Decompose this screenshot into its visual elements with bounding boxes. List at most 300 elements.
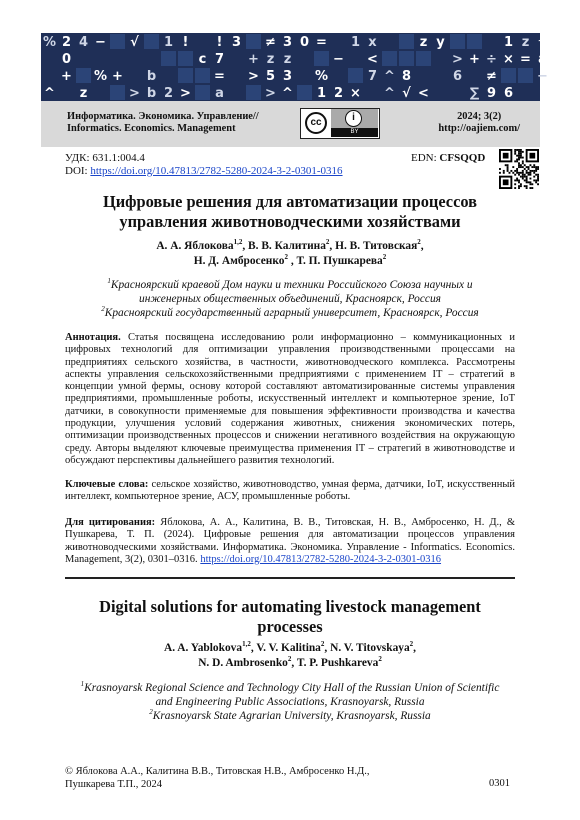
qr-module [520,153,522,155]
qr-module [529,187,531,189]
math-symbol: − [333,52,344,67]
qr-module [528,168,530,170]
edn-label: EDN: [411,152,440,164]
author-name: А. А. Яблокова [156,240,234,252]
author-name: V. V. Kalitina [256,642,321,654]
qr-module [522,160,524,162]
copyright-line-2: Пушкарева Т.П., 2024 [65,779,162,790]
qr-module [514,160,516,162]
math-symbol: b [146,69,157,84]
author-sup: 2 [409,640,414,649]
qr-module [531,166,533,168]
doi-label: DOI: [65,164,91,177]
qr-module [518,174,520,176]
author-sup: 2 [284,253,288,262]
qr-module [526,185,528,187]
math-symbol: a [538,52,547,67]
qr-module [524,185,526,187]
math-symbol: ≠ [486,69,497,84]
qr-module [518,151,520,153]
qr-module [522,162,524,164]
qr-module [533,179,535,181]
affiliation-en-1-line-2: and Engineering Public Associations, Krasnoyarsk, Russia [155,696,425,708]
qr-module [537,174,539,176]
qr-module [526,172,528,174]
qr-module [514,149,516,151]
qr-module [518,181,520,183]
qr-module [522,178,524,180]
udk-code: УДК: 631.1:004.4 [65,152,145,164]
copyright-notice [65,765,370,791]
math-symbol: 7 [367,69,378,84]
pattern-tile [144,34,159,49]
math-symbol: % [42,35,57,50]
math-symbol: 7 [214,52,225,67]
copyright-line-1: © Яблокова А.А., Калитина В.В., Титовская Н.В., Амбросенко Н.Д., [65,766,370,777]
qr-module [528,166,530,168]
qr-module [533,166,535,168]
qr-module [533,172,535,174]
qr-module [535,181,537,183]
pattern-tile [382,51,397,66]
author-sep: , [250,642,257,654]
issue-number: 2024; 3(2) [457,111,502,122]
section-divider [65,577,515,579]
math-symbol: 6 [452,69,463,84]
qr-module [518,153,520,155]
qr-module [514,183,516,185]
qr-module [526,181,528,183]
pattern-tile [161,51,176,66]
qr-module [529,172,531,174]
math-symbol: > [180,86,191,101]
qr-module [524,168,526,170]
author-sep: , [329,240,336,252]
qr-module [512,166,514,168]
math-symbol: % [93,69,108,84]
math-symbol: × [503,52,514,67]
affiliation-ru-1-line-1: $^1$Красноярский краевой Дом науки и техники Российского Союза научных и [107,277,473,291]
affiliation-ru-1-line-2: инженерных общественных объединений, Красноярск, Россия [139,293,441,305]
pattern-tile [450,34,465,49]
keywords-label: Ключевые слова: [65,479,149,490]
keywords-text: сельское хозяйство, животноводство, умная ферма, датчики, IoT, искусственный интеллект, компьютерное зрение, АСУ, промышленные роботы. [65,479,515,503]
title-en-line-1: Digital solutions for automating livestock management [99,597,481,616]
qr-module [522,176,524,178]
math-symbol: ^ [384,86,395,101]
math-symbol: 5 [265,69,276,84]
math-symbol: 1 [503,35,514,50]
abstract-ru [65,332,515,467]
math-symbol: − [537,69,548,84]
qr-module [520,185,522,187]
affiliation-en-1-line-1: $^1$Krasnoyarsk Regional Science and Technology City Hall of the Russian Union of Scientific [80,680,500,694]
math-symbol: 6 [503,86,514,101]
author-sup: 2 [378,655,382,664]
qr-module [518,187,520,189]
qr-module [520,183,522,185]
page-number: 0301 [489,778,510,789]
qr-module [537,166,539,168]
title-ru-line-2: управления животноводческими хозяйствами [119,212,461,231]
affiliation-sup: 2 [101,305,105,314]
qr-module [535,179,537,181]
qr-module [528,174,530,176]
qr-module [520,164,522,166]
qr-module [522,170,524,172]
qr-module [529,181,531,183]
author-sep: , [287,255,297,267]
math-symbol: ^ [44,86,55,101]
author-name: A. A. Yablokova [163,642,243,654]
math-symbol: z [266,52,275,67]
math-symbol: = [520,52,531,67]
qr-module [509,172,511,174]
qr-module [516,160,518,162]
pattern-tile [467,34,482,49]
qr-module [529,153,535,159]
qr-module [516,155,518,157]
qr-module [526,179,528,181]
by-label: BY [331,128,378,137]
author-sep: , [291,657,297,669]
abstract-label: Аннотация. [65,332,121,343]
qr-module [503,170,505,172]
math-symbol: > [248,69,259,84]
pattern-tile [246,34,261,49]
citation-label: Для цитирования: [65,517,156,528]
authors-ru [40,239,540,269]
pattern-tile [399,34,414,49]
math-symbol: ≠ [265,35,276,50]
affiliation-sup: 1 [80,680,85,689]
qr-module [524,164,526,166]
title-ru-line-1: Цифровые решения для автоматизации процессов [102,192,477,211]
math-symbol: 4 [78,35,89,50]
title-en-line-2: processes [257,617,323,636]
math-symbol: 3 [231,35,242,50]
math-symbol: < [367,52,378,67]
qr-module [529,164,531,166]
qr-module [514,174,516,176]
authors-en-line-2 [40,656,540,671]
author-sup: 2 [382,253,387,262]
citation-doi-link[interactable]: https://doi.org/10.47813/2782-5280-2024-3-2-0301-0316 [200,553,442,565]
qr-module [524,174,526,176]
qr-module [524,176,526,178]
qr-module [514,179,516,181]
qr-module [503,172,505,174]
pattern-tile [110,85,125,100]
edn-code: CFSQQD [439,152,486,164]
qr-module [507,168,509,170]
math-symbol: + [469,52,480,67]
qr-module [516,159,518,161]
qr-module [535,166,537,168]
math-symbol: 2 [333,86,344,101]
math-symbol: + [248,52,259,67]
qr-module [526,187,528,189]
attribution-icon [331,109,378,137]
math-symbol: 3 [282,69,293,84]
math-symbol: 0 [299,35,310,50]
authors-en [40,641,540,671]
author-sup: 2 [417,238,421,247]
math-symbol: 1 [316,86,327,101]
pattern-tile [348,68,363,83]
doi-link[interactable]: https://doi.org/10.47813/2782-5280-2024-3-2-0301-0316 [90,164,343,177]
qr-module [524,179,526,181]
qr-module [537,176,539,178]
math-symbol: 1 [350,35,361,50]
qr-module [520,151,522,153]
author-name: N. V. Titovskaya [330,642,410,654]
math-symbol: + [112,69,123,84]
pattern-tile [297,85,312,100]
math-symbol: % [314,69,329,84]
author-sep: , [242,240,249,252]
affiliation-ru-2: $^2$Красноярский государственный аграрный университет, Красноярск, Россия [101,305,479,319]
pattern-tile [110,34,125,49]
pattern-tile [314,51,329,66]
math-symbol: > [265,86,276,101]
qr-module [526,170,528,172]
qr-module [520,172,522,174]
qr-module [514,151,516,153]
math-symbol: > [129,86,140,101]
math-symbol: √ [538,35,547,50]
math-symbol: ÷ [486,52,497,67]
qr-module [503,179,509,185]
qr-module [518,162,520,164]
math-symbol: = [214,69,225,84]
qr-module [516,168,518,170]
doi-line [65,165,343,178]
qr-module [518,155,520,157]
math-symbol: × [350,86,361,101]
qr-module [522,151,524,153]
affiliations-ru [40,278,540,320]
cc-by-license-badge[interactable] [300,108,380,139]
person-icon: i [345,110,362,127]
pattern-tile [399,51,414,66]
math-symbols-pattern [41,33,548,101]
qr-module [507,164,509,166]
qr-module [520,149,522,151]
pattern-tile [501,68,516,83]
math-symbol: ! [182,35,189,50]
math-symbol: < [418,86,429,101]
qr-module [512,172,514,174]
author-sep: , [413,642,417,654]
qr-module [518,157,520,159]
affiliations-en [40,681,540,723]
math-symbol: y [436,35,445,50]
journal-name [67,111,259,135]
pattern-tile [178,68,193,83]
math-symbol: ! [216,35,223,50]
citation-ru [65,517,515,566]
article-meta [65,152,343,177]
author-name: Т. П. Пушкарева [296,255,383,267]
qr-module [537,178,539,180]
affiliation-sup: 2 [149,708,153,717]
math-symbol: ^ [384,69,395,84]
qr-module [518,159,520,161]
edn-line [411,152,485,164]
author-name: В. В. Калитина [248,240,326,252]
qr-module [514,153,516,155]
cc-icon: cc [305,112,327,134]
qr-module [518,185,520,187]
author-sup: 2 [320,640,325,649]
qr-module [522,174,524,176]
qr-module [516,179,518,181]
math-symbol: z [79,86,88,101]
qr-module [516,178,518,180]
citation-text: Яблокова, А. А., Калитина, В. В., Титовская, Н. В., Амбросенко, Н. Д., & Пушкарева, Т. П. (2024). Цифровые решения для автоматизации процессов управления животноводческими хозяйствами. Информатика. Экономика. Управление - Informatics. Economics. Management, 3(2), 0301–0316. [65,517,515,565]
qr-module [531,187,533,189]
math-symbol: ^ [282,86,293,101]
qr-module [522,166,524,168]
qr-module [518,179,520,181]
author-sup: 1,2 [233,238,243,247]
math-symbol: + [61,69,72,84]
qr-module [520,176,522,178]
qr-module [537,168,539,170]
qr-module [514,170,516,172]
article-title-en [40,597,540,637]
authors-ru-line-2 [40,254,540,269]
qr-module [518,166,520,168]
pattern-tile [518,68,533,83]
keywords-ru [65,479,515,504]
math-symbol: > [452,52,463,67]
author-name: Н. Д. Амбросенко [193,255,285,267]
qr-module [533,176,535,178]
math-symbol: z [521,35,530,50]
qr-module [520,166,522,168]
authors-ru-line-1 [40,239,540,254]
author-sup: 1,2 [242,640,251,649]
abstract-text: Статья посвящена исследованию роли информационно – коммуникационных и цифровых технологий для оптимизации управления производственными процессами на предприятиях сельского хозяйства, в частности, животноводческого комплекса. Рассмотрены аспекты управления сельскохозяйственными предприятиями с применением IT – стратегий в концепции умной фермы, основу которой составляют автоматизированные системы управления предприятиями, промышленные роботы, искусственный интеллект и компьютерное зрение, IoT датчики, в совокупности применяемые для повышения эффективности производства и качества продукции, улучшения условий содержания животных, снижения экономических потерь, оптимизации производственных процессов и снижении негативного воздействия на окружающую среду. Авторы выделяют ключевые преимущества применения IT – стратегий в животноводстве и обсуждают перспективы дальнейшего развития технологий. [65,332,515,466]
qr-module [520,157,522,159]
math-symbol: 8 [401,69,412,84]
qr-module [503,153,509,159]
qr-module [507,166,509,168]
qr-module [526,166,528,168]
pattern-tile [195,85,210,100]
qr-module [537,179,539,181]
pattern-tile [416,51,431,66]
journal-name-en: Informatics. Economics. Management [67,123,236,134]
qr-module [529,170,531,172]
math-symbol: b [146,86,157,101]
qr-module [499,168,501,170]
issue-info [438,111,520,135]
qr-module [526,176,528,178]
pattern-tile [246,85,261,100]
qr-module [529,174,531,176]
qr-module [535,170,537,172]
qr-module [518,164,520,166]
qr-module [514,187,516,189]
qr-module [507,170,509,172]
author-sep: , [324,642,331,654]
author-sup: 2 [325,238,330,247]
author-name: N. D. Ambrosenko [198,657,288,669]
math-symbol: 2 [163,86,174,101]
qr-module [531,170,533,172]
qr-module [522,172,524,174]
pattern-tile [76,68,91,83]
qr-module [533,170,535,172]
journal-name-ru: Информатика. Экономика. Управление// [67,111,259,122]
qr-module [535,174,537,176]
pattern-tile [178,51,193,66]
qr-module [518,172,520,174]
qr-module [510,170,512,172]
math-symbol: 3 [282,35,293,50]
affiliation-en-2: $^2$Krasnoyarsk State Agrarian University, Krasnoyarsk, Russia [149,708,431,722]
qr-module [533,164,535,166]
qr-module [526,178,528,180]
qr-module [529,183,531,185]
math-symbol: − [95,35,106,50]
qr-code-icon[interactable] [499,149,539,189]
pattern-tile [195,68,210,83]
qr-module [505,164,507,166]
math-symbol: = [316,35,327,50]
math-symbol: 9 [486,86,497,101]
math-symbol: 2 [61,35,72,50]
qr-module [529,178,531,180]
math-symbol: √ [130,35,139,50]
affiliation-sup: 1 [107,277,111,286]
math-symbol: z [283,52,292,67]
qr-module [528,172,530,174]
qr-module [528,181,530,183]
author-sep: , [420,240,424,252]
math-symbol: √ [402,86,411,101]
math-symbol: x [368,35,377,50]
author-sup: 2 [287,655,292,664]
math-symbol: 0 [61,52,72,67]
qr-module [522,157,524,159]
qr-module [520,155,522,157]
qr-module [499,172,501,174]
qr-module [531,183,533,185]
authors-en-line-1 [40,641,540,656]
qr-module [516,172,518,174]
math-symbol: a [215,86,224,101]
journal-banner [41,33,548,101]
journal-header [41,101,540,147]
math-symbol: c [198,52,207,67]
qr-module [537,183,539,185]
author-name: T. P. Pushkareva [296,657,379,669]
qr-module [535,168,537,170]
math-symbol: z [419,35,428,50]
qr-module [516,170,518,172]
math-symbol: 1 [163,35,174,50]
math-symbol: ∑ [469,86,480,101]
author-name: Н. В. Титовская [335,240,418,252]
qr-module [516,149,518,151]
article-title-ru [40,192,540,232]
journal-url[interactable]: http://oajiem.com/ [438,123,520,134]
qr-module [518,149,520,151]
